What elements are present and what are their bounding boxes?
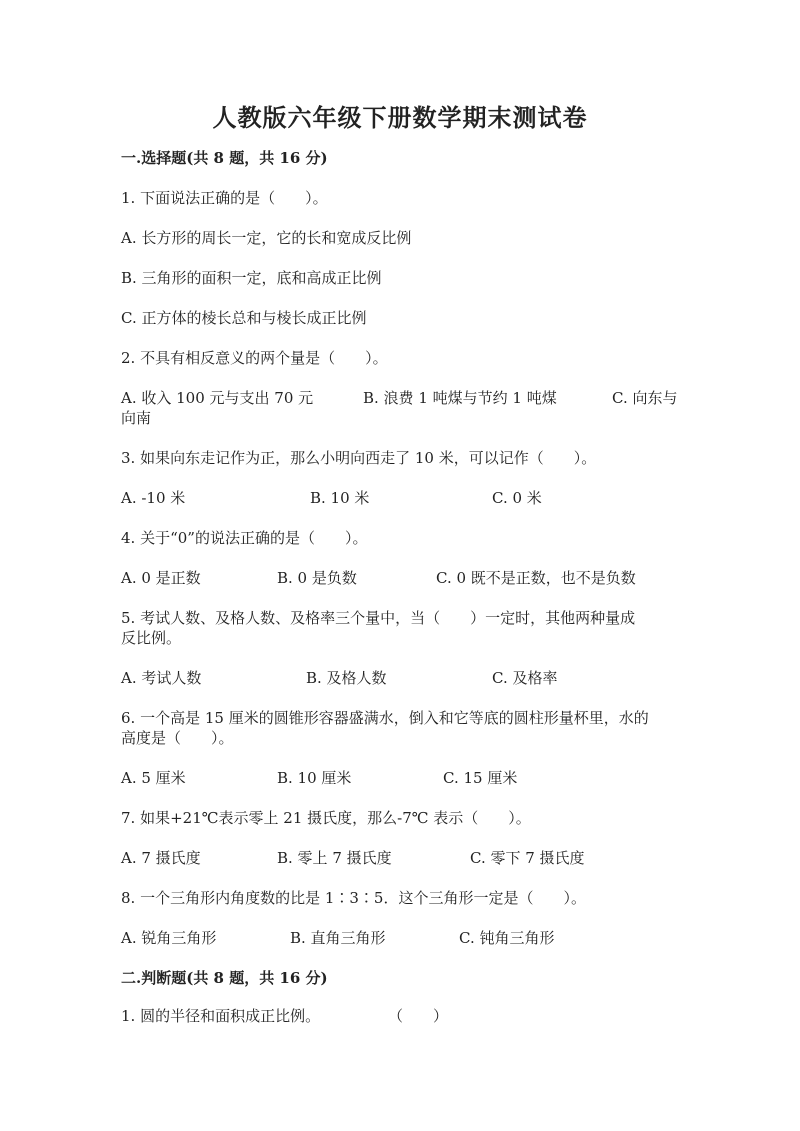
q3-option-c: C. 0 米 bbox=[492, 489, 542, 507]
question-6-line-2: 高度是（ ）。 bbox=[121, 729, 234, 747]
q2-option-c-continued: 向南 bbox=[121, 409, 152, 427]
section-heading-judgement: 二.判断题(共 8 题，共 16 分) bbox=[121, 969, 328, 987]
question-1: 1. 下面说法正确的是（ ）。 bbox=[121, 189, 328, 207]
q4-option-c: C. 0 既不是正数，也不是负数 bbox=[436, 569, 636, 587]
question-5-line-1: 5. 考试人数、及格人数、及格率三个量中，当（ ）一定时，其他两种量成 bbox=[121, 609, 636, 627]
judgement-1-answer-blank[interactable]: （ ） bbox=[388, 1007, 449, 1025]
question-5-line-2: 反比例。 bbox=[121, 629, 182, 647]
q8-option-a: A. 锐角三角形 bbox=[121, 929, 217, 947]
q5-option-a: A. 考试人数 bbox=[121, 669, 202, 687]
q1-option-c: C. 正方体的棱长总和与棱长成正比例 bbox=[121, 309, 367, 327]
q8-option-b: B. 直角三角形 bbox=[290, 929, 386, 947]
judgement-1: 1. 圆的半径和面积成正比例。 bbox=[121, 1007, 321, 1025]
q4-option-b: B. 0 是负数 bbox=[277, 569, 357, 587]
q1-option-b: B. 三角形的面积一定，底和高成正比例 bbox=[121, 269, 382, 287]
q7-option-c: C. 零下 7 摄氏度 bbox=[470, 849, 585, 867]
question-2: 2. 不具有相反意义的两个量是（ ）。 bbox=[121, 349, 388, 367]
q2-option-b: B. 浪费 1 吨煤与节约 1 吨煤 bbox=[363, 389, 557, 407]
q7-option-b: B. 零上 7 摄氏度 bbox=[277, 849, 392, 867]
question-6-line-1: 6. 一个高是 15 厘米的圆锥形容器盛满水，倒入和它等底的圆柱形量杯里，水的 bbox=[121, 709, 649, 727]
q2-option-c: C. 向东与 bbox=[612, 389, 678, 407]
question-3: 3. 如果向东走记作为正，那么小明向西走了 10 米，可以记作（ ）。 bbox=[121, 449, 597, 467]
question-4: 4. 关于“0”的说法正确的是（ ）。 bbox=[121, 529, 368, 547]
q5-option-b: B. 及格人数 bbox=[306, 669, 387, 687]
q5-option-c: C. 及格率 bbox=[492, 669, 558, 687]
q6-option-b: B. 10 厘米 bbox=[277, 769, 352, 787]
q6-option-c: C. 15 厘米 bbox=[443, 769, 518, 787]
q1-option-a: A. 长方形的周长一定，它的长和宽成反比例 bbox=[121, 229, 412, 247]
q3-option-b: B. 10 米 bbox=[310, 489, 370, 507]
section-heading-choice: 一.选择题(共 8 题，共 16 分) bbox=[121, 149, 328, 167]
question-8: 8. 一个三角形内角度数的比是 1∶3∶5．这个三角形一定是（ ）。 bbox=[121, 889, 586, 907]
q6-option-a: A. 5 厘米 bbox=[121, 769, 186, 787]
page-title: 人教版六年级下册数学期末测试卷 bbox=[212, 103, 588, 132]
q7-option-a: A. 7 摄氏度 bbox=[121, 849, 201, 867]
question-7: 7. 如果+21℃表示零上 21 摄氏度，那么-7℃ 表示（ ）。 bbox=[121, 809, 531, 827]
q8-option-c: C. 钝角三角形 bbox=[459, 929, 555, 947]
q3-option-a: A. -10 米 bbox=[121, 489, 186, 507]
q2-option-a: A. 收入 100 元与支出 70 元 bbox=[121, 389, 314, 407]
q4-option-a: A. 0 是正数 bbox=[121, 569, 201, 587]
